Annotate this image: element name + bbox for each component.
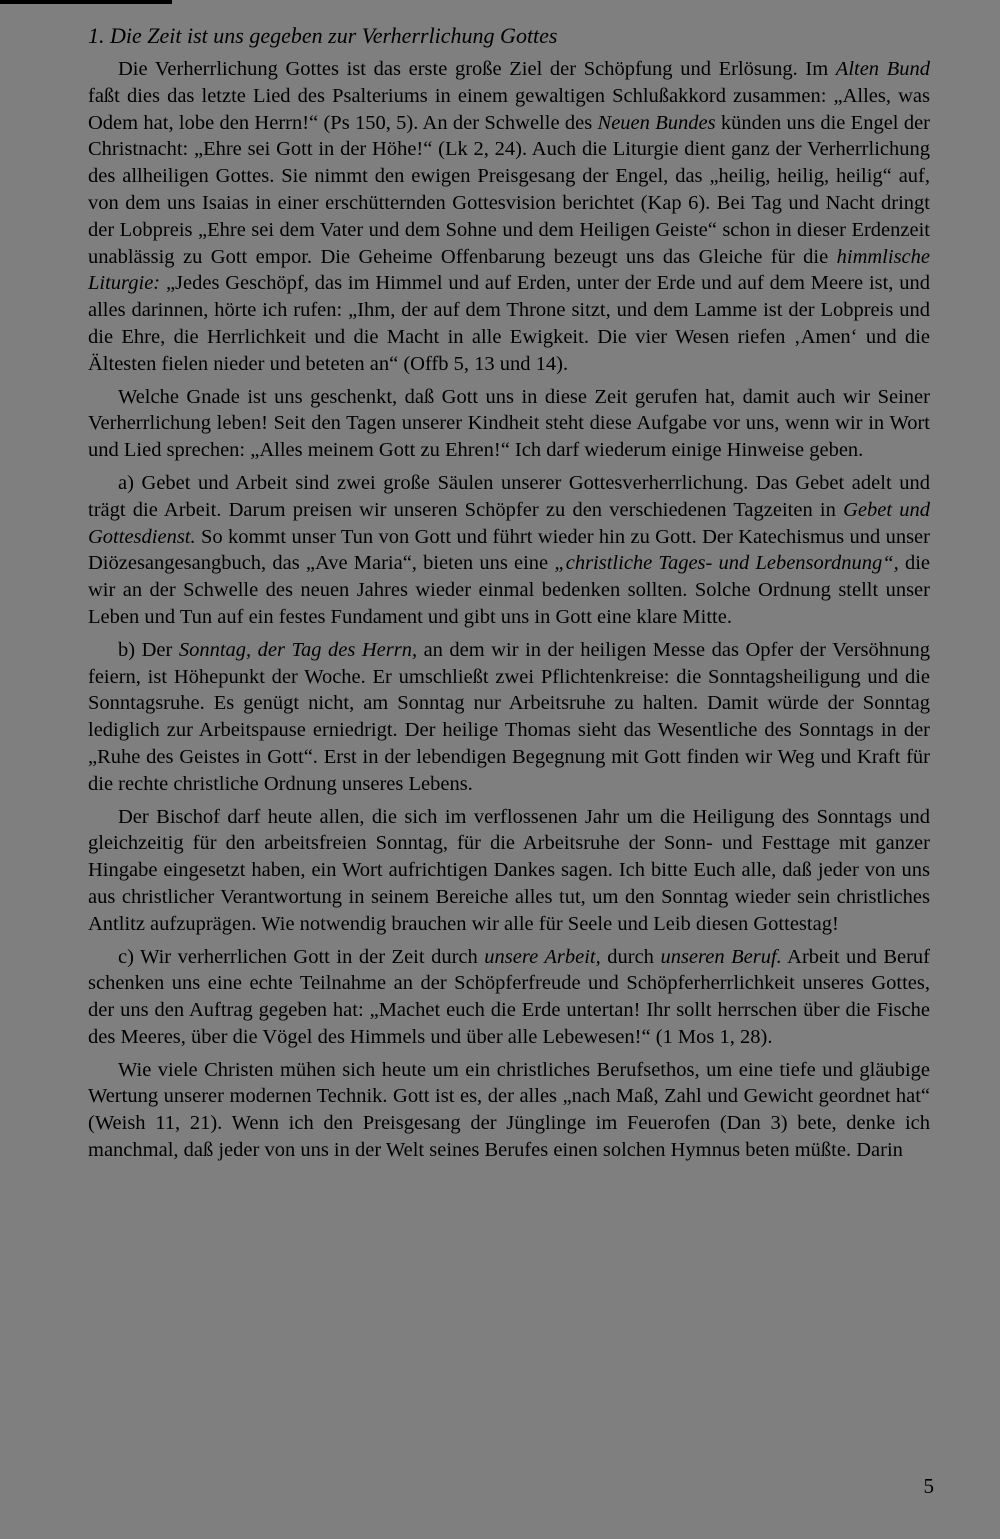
text-run: künden uns die Engel der Christnacht: „Ehre sei Gott in der Höhe!“ (Lk 2, 24). Auch die Liturgie dient ganz der Verherrlichung des allheiligen Gottes. Sie nimmt den ewigen Preisgesang der Engel, das „heilig, heilig, heilig“ auf, von dem uns Isaias in einer erschütternden Gottesvision berichtet (Kap 6). Bei Tag und Nacht dringt der Lobpreis „Ehre sei dem Vater und dem Sohne und dem Heiligen Geiste“ schon in dieser Erdenzeit unablässig zu Gott empor. Die Geheime Offenbarung bezeugt uns das Gleiche für die (88, 111, 930, 268)
emphasis-text: „christliche Tages- und Lebensordnung“, (554, 552, 899, 575)
emphasis-text: Sonntag, der Tag des Herrn, (178, 638, 418, 661)
emphasis-text: himmlische Liturgie: (88, 245, 930, 295)
paragraph (88, 944, 930, 1051)
paragraph (88, 384, 930, 464)
emphasis-text: Neuen Bundes (597, 111, 716, 134)
emphasis-text: unseren Beruf. (660, 945, 782, 968)
page-number: 5 (923, 1474, 934, 1498)
text-run: die wir an der Schwelle des neuen Jahres wieder einmal bedenken sollten. Solche Ordnung stellt unser Leben und Tun auf ein festes Fundament und gibt uns in Gott eine klare Mitte. (88, 552, 930, 628)
paragraph (88, 637, 930, 798)
text-run: So kommt unser Tun von Gott und führt wieder hin zu Gott. Der Katechismus und unser Diözesangesangbuch, das „Ave Maria“, bieten uns eine (88, 525, 930, 575)
paragraph (88, 804, 930, 938)
paragraph (88, 56, 930, 378)
paragraph (88, 1057, 930, 1164)
emphasis-text: unsere Arbeit, (484, 945, 601, 968)
text-run: c) Wir verherrlichen Gott in der Zeit durch (118, 945, 485, 968)
text-run: „Jedes Geschöpf, das im Himmel und auf Erden, unter der Erde und auf dem Meere ist, und alles darinnen, hörte ich rufen: „Ihm, der auf dem Throne sitzt, und dem Lamme ist der Lobpreis und die Ehre, die Herrlichkeit und die Macht in alle Ewigkeit. Die vier Wesen riefen ‚Amen‘ und die Ältesten fielen nieder und beteten an“ (Offb 5, 13 und 14). (88, 272, 930, 375)
text-body (88, 22, 930, 1170)
text-run: Der Bischof darf heute allen, die sich im verflossenen Jahr um die Heiligung des Sonntags und gleichzeitig für den arbeitsfreien Sonntag, für die Arbeitsruhe der Sonn- und Festtage mit ganzer Hingabe eingesetzt haben, ein Wort aufrichtigen Dankes sagen. Ich bitte Euch alle, daß jeder von uns aus christlicher Verantwortung in seinem Bereiche alles tut, um den Sonntag wieder sein christliches Antlitz aufzuprägen. Wie notwendig brauchen wir alle für Seele und Leib diesen Gottestag! (88, 805, 930, 935)
section-heading: 1. Die Zeit ist uns gegeben zur Verherrlichung Gottes (88, 23, 558, 48)
text-run: faßt dies das letzte Lied des Psalteriums in einem gewaltigen Schlußakkord zusammen: „Alles, was Odem hat, lobe den Herrn!“ (Ps 150, 5). An der Schwelle des (88, 84, 930, 134)
text-run: an dem wir in der heiligen Messe das Opfer der Versöhnung feiern, ist Höhepunkt der Woche. Er umschließt zwei Pflichtenkreise: die Sonntagsheiligung und die Sonntagsruhe. Es genügt nicht, am Sonntag nur Arbeitsruhe zu halten. Damit würde der Sonntag lediglich zur Arbeitspause erniedrigt. Der heilige Thomas sieht das Wesentliche des Sonntags in der „Ruhe des Geistes in Gott“. Erst in der lebendigen Begegnung mit Gott finden wir Weg und Kraft für die rechte christliche Ordnung unseres Lebens. (88, 638, 930, 795)
emphasis-text: Alten Bund (835, 58, 930, 80)
top-rule (0, 0, 172, 4)
text-run: Welche Gnade ist uns geschenkt, daß Gott uns in diese Zeit gerufen hat, damit auch wir Seiner Verherrlichung leben! Seit den Tagen unserer Kindheit steht diese Aufgabe vor uns, wenn wir in Wort und Lied sprechen: „Alles meinem Gott zu Ehren!“ Ich darf wiederum einige Hinweise geben. (88, 385, 930, 462)
emphasis-text: Gebet und Gottesdienst. (88, 498, 931, 548)
text-run: Wie viele Christen mühen sich heute um ein christliches Berufsethos, um eine tiefe und gläubige Wertung unserer modernen Technik. Gott ist es, der alles „nach Maß, Zahl und Gewicht geordnet hat“ (Weish 11, 21). Wenn ich den Preisgesang der Jünglinge im Feuerofen (Dan 3) bete, denke ich manchmal, daß jeder von uns in der Welt seines Berufes einen solchen Hymnus beten müßte. Darin (88, 1058, 930, 1162)
text-run: b) Der (118, 638, 179, 661)
text-run: Die Verherrlichung Gottes ist das erste große Ziel der Schöpfung und Erlösung. Im (118, 58, 836, 80)
text-run: Arbeit und Beruf schenken uns eine echte Teilnahme an der Schöpferfreude und Schöpferherrlichkeit unseres Gottes, der uns den Auftrag gegeben hat: „Machet euch die Erde untertan! Ihr sollt herrschen über die Fische des Meeres, über die Vögel des Himmels und über alle Lebewesen!“ (1 Mos 1, 28). (88, 945, 931, 1048)
paragraph (88, 470, 930, 631)
text-run: durch (600, 945, 661, 968)
paragraphs (88, 56, 930, 1164)
text-run: a) Gebet und Arbeit sind zwei große Säulen unserer Gottesverherrlichung. Das Gebet adelt und trägt die Arbeit. Darum preisen wir unseren Schöpfer zu den verschiedenen Tagzeiten in (88, 471, 930, 521)
